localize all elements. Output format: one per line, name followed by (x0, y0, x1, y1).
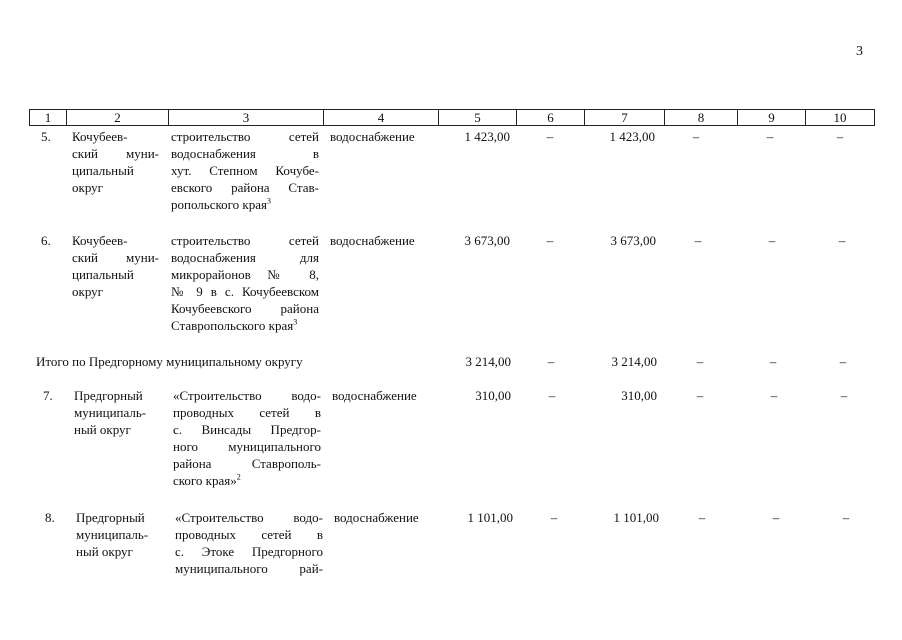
table-header-row (29, 109, 875, 126)
project-line: с. Этоке Предгорного (175, 544, 323, 559)
municipality-line: Предгорный (74, 388, 143, 403)
subtotal-col10: – (839, 354, 847, 369)
col10-value: – (838, 233, 846, 248)
col9-value: – (772, 510, 780, 525)
municipality-line: ципальный (72, 163, 134, 178)
footnote-mark: 3 (293, 317, 298, 327)
municipality-line: муниципаль- (74, 405, 147, 420)
row-number: 6. (41, 233, 51, 248)
municipality-cell (72, 232, 159, 300)
project-line: евского района Став- (171, 180, 319, 195)
type-cell: водоснабжение (334, 510, 419, 525)
header-col-1: 1 (44, 110, 52, 125)
header-col-3: 3 (242, 110, 250, 125)
municipality-line: округ (72, 284, 103, 299)
project-line: муниципального рай- (175, 561, 323, 576)
col8-value: – (698, 510, 706, 525)
municipality-cell (74, 387, 159, 438)
col7-value: 1 423,00 (609, 129, 655, 144)
header-col-10: 10 (833, 110, 847, 125)
municipality-line: ный округ (74, 422, 131, 437)
project-line: проводных сетей в (173, 405, 321, 420)
subtotal-label: Итого по Предгорному муниципальному округу (36, 354, 303, 369)
col8-value: – (692, 129, 700, 144)
col9-value: – (770, 388, 778, 403)
type-cell: водоснабжение (330, 129, 415, 144)
col10-value: – (840, 388, 848, 403)
header-col-5: 5 (474, 110, 481, 125)
subtotal-col9: – (769, 354, 777, 369)
col5-value: 310,00 (475, 388, 511, 403)
project-line: проводных сетей в (175, 527, 323, 542)
project-cell (171, 232, 319, 334)
row-number: 5. (41, 129, 51, 144)
project-cell (171, 128, 319, 213)
project-line: ского края» (173, 473, 237, 488)
col10-value: – (842, 510, 850, 525)
project-line: ного муниципального (173, 439, 321, 454)
subtotal-col7: 3 214,00 (611, 354, 657, 369)
type-cell: водоснабжение (330, 233, 415, 248)
col10-value: – (836, 129, 844, 144)
col8-value: – (694, 233, 702, 248)
project-line: водоснабжения для (171, 250, 319, 265)
project-line: строительство сетей (171, 233, 319, 248)
project-line: микрорайонов № 8, (171, 267, 319, 282)
page-number: 3 (856, 44, 863, 59)
project-cell (175, 509, 323, 577)
municipality-line: округ (72, 180, 103, 195)
header-col-7: 7 (621, 110, 628, 125)
col6-value: – (546, 233, 554, 248)
col7-value: 1 101,00 (613, 510, 659, 525)
col6-value: – (548, 388, 556, 403)
project-line: Кочубеевского района (171, 301, 319, 316)
project-line: строительство сетей (171, 129, 319, 144)
subtotal-col5: 3 214,00 (465, 354, 511, 369)
project-line: ропольского края (171, 197, 267, 212)
municipality-line: Предгорный (76, 510, 145, 525)
municipality-line: ципальный (72, 267, 134, 282)
col7-value: 3 673,00 (610, 233, 656, 248)
subtotal-col8: – (696, 354, 704, 369)
project-line: района Ставрополь- (173, 456, 321, 471)
municipality-line: Кочубеев- (72, 129, 128, 144)
municipality-line: ский муни- (72, 146, 159, 161)
municipality-cell (76, 509, 161, 560)
footnote-mark: 3 (266, 196, 271, 206)
header-col-8: 8 (697, 110, 705, 125)
project-line: «Строительство водо- (175, 510, 323, 525)
municipality-cell (72, 128, 159, 196)
header-col-4: 4 (377, 110, 385, 125)
project-line: с. Винсады Предгор- (173, 422, 321, 437)
project-cell (173, 387, 321, 489)
header-col-9: 9 (768, 110, 775, 125)
col7-value: 310,00 (621, 388, 657, 403)
col6-value: – (546, 129, 554, 144)
col5-value: 3 673,00 (464, 233, 510, 248)
col5-value: 1 101,00 (467, 510, 513, 525)
header-col-6: 6 (547, 110, 554, 125)
footnote-mark: 2 (236, 472, 241, 482)
municipality-line: муниципаль- (76, 527, 149, 542)
subtotal-col6: – (547, 354, 555, 369)
row-number: 7. (43, 388, 53, 403)
project-line: № 9 в с. Кочубеевском (171, 284, 319, 299)
row-number: 8. (45, 510, 55, 525)
type-cell: водоснабжение (332, 388, 417, 403)
col9-value: – (768, 233, 776, 248)
municipality-line: ский муни- (72, 250, 159, 265)
header-col-2: 2 (114, 110, 121, 125)
col8-value: – (696, 388, 704, 403)
project-line: хут. Степном Кочубе- (171, 163, 319, 178)
project-line: «Строительство водо- (173, 388, 321, 403)
municipality-line: Кочубеев- (72, 233, 128, 248)
col5-value: 1 423,00 (464, 129, 510, 144)
municipality-line: ный округ (76, 544, 133, 559)
project-line: Ставропольского края (171, 318, 294, 333)
col6-value: – (550, 510, 558, 525)
project-line: водоснабжения в (171, 146, 319, 161)
col9-value: – (766, 129, 774, 144)
